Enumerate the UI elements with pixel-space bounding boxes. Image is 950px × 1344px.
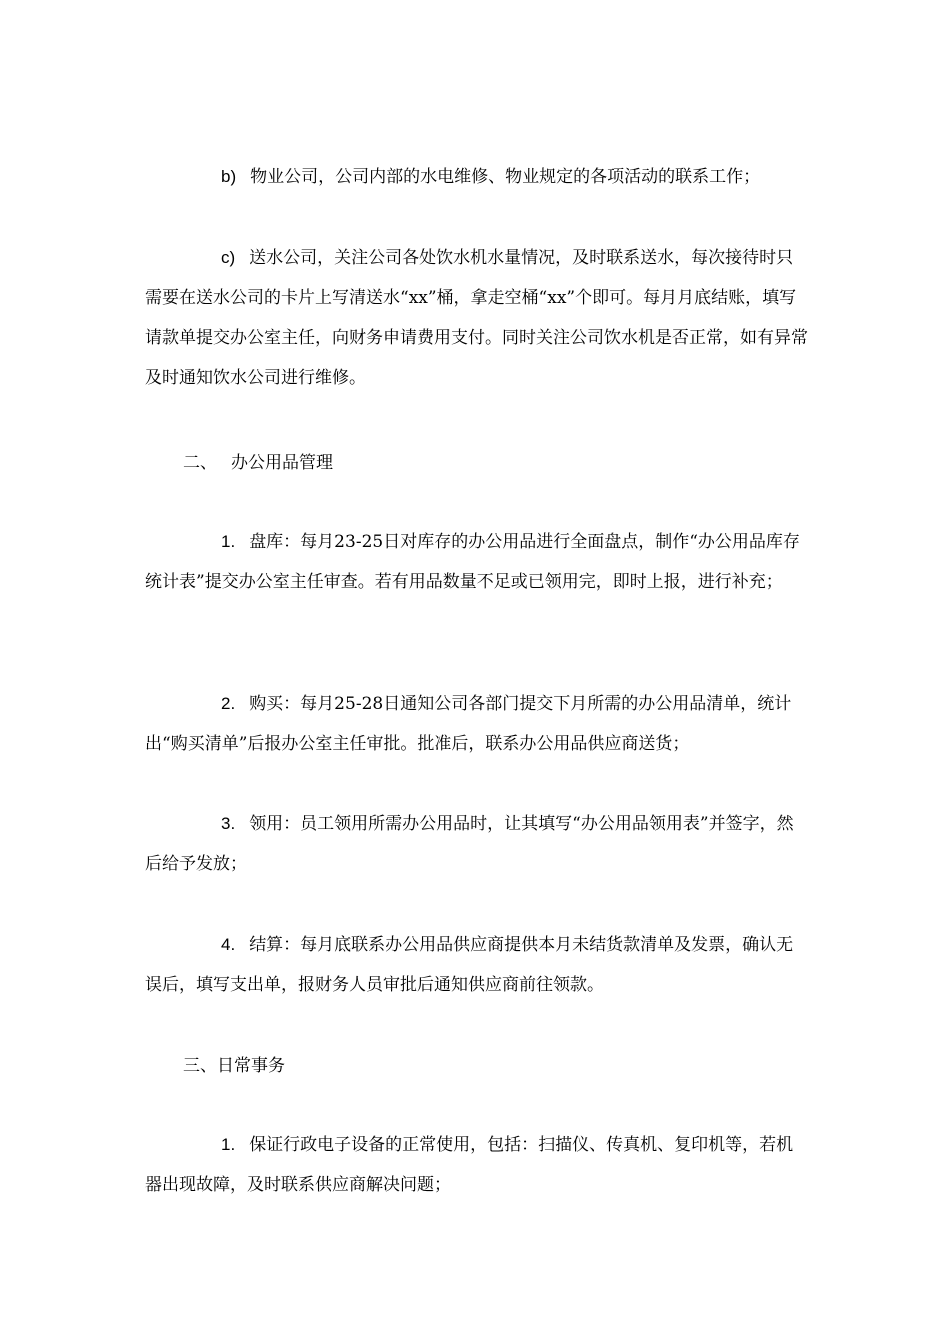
paragraph-item-c: [145, 238, 810, 398]
item-marker: b): [221, 167, 237, 186]
paragraph-requisition: [145, 804, 810, 884]
paragraph-purchase: [145, 684, 810, 764]
item-text: 购买：每月25-28日通知公司各部门提交下月所需的办公用品清单，统计出“购买清单”后报办公室主任审批。批准后，联系办公用品供应商送货；: [145, 694, 792, 754]
paragraph-item-b: [145, 157, 810, 197]
section-heading-office-supplies: [183, 443, 333, 483]
item-marker: c): [221, 248, 236, 267]
section-heading-daily-affairs: [183, 1046, 285, 1086]
item-marker: 1.: [221, 1135, 236, 1154]
paragraph-equipment: [145, 1125, 810, 1205]
item-text: 送水公司，关注公司各处饮水机水量情况，及时联系送水，每次接待时只需要在送水公司的卡片上写清送水“xx”桶，拿走空桶“xx”个即可。每月月底结账，填写请款单提交办公室主任，向财务申请费用支付。同时关注公司饮水机是否正常，如有异常及时通知饮水公司进行维修。: [145, 248, 808, 388]
section-marker: 二、: [183, 453, 217, 472]
item-text: 保证行政电子设备的正常使用，包括：扫描仪、传真机、复印机等，若机器出现故障，及时联系供应商解决问题；: [145, 1135, 794, 1195]
item-text: 结算：每月底联系办公用品供应商提供本月未结货款清单及发票，确认无误后，填写支出单，报财务人员审批后通知供应商前往领款。: [145, 935, 794, 995]
item-marker: 3.: [221, 814, 236, 833]
section-title: 办公用品管理: [231, 453, 333, 473]
item-text: 盘库：每月23-25日对库存的办公用品进行全面盘点，制作“办公用品库存统计表”提交办公室主任审查。若有用品数量不足或已领用完，即时上报，进行补充；: [145, 532, 800, 592]
item-text: 领用：员工领用所需办公用品时，让其填写“办公用品领用表”并签字，然后给予发放；: [145, 814, 794, 874]
item-text: 物业公司，公司内部的水电维修、物业规定的各项活动的联系工作；: [250, 167, 761, 187]
paragraph-settlement: [145, 925, 810, 1005]
item-marker: 4.: [221, 935, 236, 954]
section-title: 三、日常事务: [183, 1056, 285, 1076]
item-marker: 1.: [221, 532, 236, 551]
item-marker: 2.: [221, 694, 236, 713]
paragraph-inventory: [145, 522, 810, 602]
